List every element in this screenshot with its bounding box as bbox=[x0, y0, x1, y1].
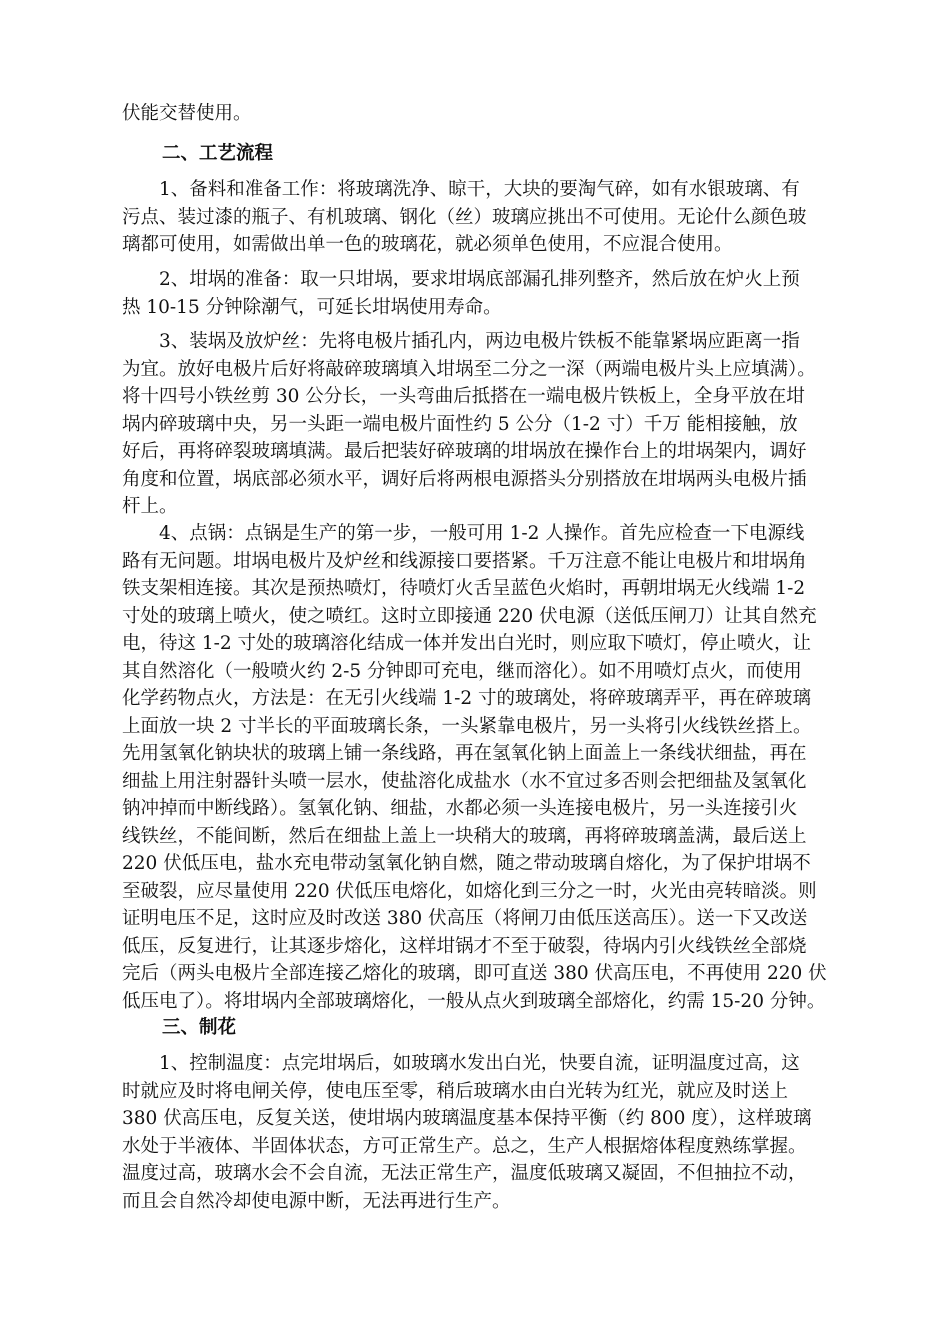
intro-tail-paragraph bbox=[122, 100, 892, 128]
paragraph-loading bbox=[122, 328, 892, 521]
text-line: 水处于半液体、半固体状态，方可正常生产。总之，生产人根据熔体程度熟练掌握。 bbox=[122, 1135, 807, 1157]
text-line: 温度过高，玻璃水会不会自流，无法正常生产，温度低玻璃又凝固，不但抽拉不动， bbox=[122, 1163, 807, 1184]
text-line: 时就应及时将电闸关停，使电压至零，稍后玻璃水由白光转为红光，就应及时送上 bbox=[122, 1080, 789, 1102]
text-line: 角度和位置，埚底部必须水平，调好后将两根电源搭头分别搭放在坩埚两头电极片插 bbox=[122, 468, 807, 490]
text-line: 证明电压不足，这时应及时改送 380 伏高压（将闸刀由低压送高压）。送一下又改送 bbox=[122, 908, 808, 929]
text-line: 3、装埚及放炉丝：先将电极片插孔内，两边电极片铁板不能靠紧埚应距离一指 bbox=[122, 331, 800, 352]
text-line: 至破裂，应尽量使用 220 伏低压电熔化，如熔化到三分之一时，火光由亮转暗淡。则 bbox=[122, 880, 817, 902]
text-line: 380 伏高压电，反复关送，使坩埚内玻璃温度基本保持平衡（约 800 度），这样玻璃 bbox=[122, 1108, 812, 1129]
text-line: 路有无问题。坩埚电极片及炉丝和线源接口要搭紧。千万注意不能让电极片和坩埚角 bbox=[122, 550, 807, 572]
paragraph-materials bbox=[122, 176, 892, 259]
text-line: 线铁丝，不能间断，然后在细盐上盖上一块稍大的玻璃，再将碎玻璃盖满，最后送上 bbox=[122, 825, 807, 847]
text-line: 而且会自然冷却使电源中断，无法再进行生产。 bbox=[122, 1190, 511, 1212]
text-line: 化学药物点火，方法是：在无引火线端 1-2 寸的玻璃处，将碎玻璃弄平，再在碎玻璃 bbox=[122, 688, 812, 709]
text-line: 埚内碎玻璃中央，另一头距一端电极片面性约 5 公分（1-2 寸）千万 能相接触，放 bbox=[122, 413, 798, 435]
text-line: 钠冲掉而中断线路）。氢氧化钠、细盐，水都必须一头连接电极片，另一头连接引火 bbox=[122, 798, 798, 819]
text-line: 璃都可使用，如需做出单一色的玻璃花，就必须单色使用，不应混合使用。 bbox=[122, 234, 733, 255]
text-line: 低压，反复进行，让其逐步熔化，这样坩锅才不至于破裂，待埚内引火线铁丝全部烧 bbox=[122, 935, 807, 957]
text-line: 220 伏低压电，盐水充电带动氢氧化钠自燃，随之带动玻璃自熔化，为了保护坩埚不 bbox=[122, 853, 811, 874]
text-line: 2、坩埚的准备：取一只坩埚，要求坩埚底部漏孔排列整齐，然后放在炉火上预 bbox=[122, 269, 800, 290]
text-line: 热 10-15 分钟除潮气，可延长坩埚使用寿命。 bbox=[122, 296, 502, 318]
text-line: 将十四号小铁丝剪 30 公分长，一头弯曲后抵搭在一端电极片铁板上，全身平放在坩 bbox=[122, 386, 805, 407]
text-line: 4、点锅：点锅是生产的第一步，一般可用 1-2 人操作。首先应检查一下电源线 bbox=[122, 523, 805, 544]
text-line: 铁支架相连接。其次是预热喷灯，待喷灯火舌呈蓝色火焰时，再朝坩埚无火线端 1-2 bbox=[122, 578, 806, 599]
text-line: 电，待这 1-2 寸处的玻璃溶化结成一体并发出白光时，则应取下喷灯，停止喷火，让 bbox=[122, 633, 812, 654]
text-line: 1、控制温度：点完坩埚后，如玻璃水发出白光，快要自流，证明温度过高，这 bbox=[122, 1053, 800, 1074]
text-line: 低压电了）。将坩埚内全部玻璃熔化，一般从点火到玻璃全部熔化，约需 15-20 分钟。 bbox=[122, 990, 826, 1012]
section-heading-process: 二、工艺流程 bbox=[162, 143, 274, 164]
text-line: 好后，再将碎裂玻璃填满。最后把装好碎玻璃的坩埚放在操作台上的坩埚架内，调好 bbox=[122, 441, 807, 462]
text-line: 完后（两头电极片全部连接乙熔化的玻璃，即可直送 380 伏高压电，不再使用 220 伏 bbox=[122, 963, 827, 984]
text-line: 寸处的玻璃上喷火，使之喷红。这时立即接通 220 伏电源（送低压闸刀）让其自然充 bbox=[122, 605, 817, 627]
text-line: 1、备料和准备工作：将玻璃洗净、晾干，大块的要淘气碎，如有水银玻璃、有 bbox=[122, 179, 800, 200]
paragraph-crucible-prep bbox=[122, 266, 892, 321]
text-line: 上面放一块 2 寸半长的平面玻璃长条，一头紧靠电极片，另一头将引火线铁丝搭上。 bbox=[122, 715, 812, 737]
text-line: 细盐上用注射器针头喷一层水，使盐溶化成盐水（水不宜过多否则会把细盐及氢氧化 bbox=[122, 770, 807, 792]
text-line: 为宜。放好电极片后好将敲碎玻璃填入坩埚至二分之一深（两端电极片头上应填满）。 bbox=[122, 358, 816, 380]
text-line: 其自然溶化（一般喷火约 2-5 分钟即可充电，继而溶化）。如不用喷灯点火，而使用 bbox=[122, 660, 802, 682]
text-line: 污点、装过漆的瓶子、有机玻璃、钢化（丝）玻璃应挑出不可使用。无论什么颜色玻 bbox=[122, 206, 807, 228]
paragraph-ignition bbox=[122, 520, 892, 1015]
section-heading-flower-making: 三、制花 bbox=[162, 1017, 237, 1038]
text-line: 先用氢氧化钠块状的玻璃上铺一条线路，再在氢氧化钠上面盖上一条线状细盐，再在 bbox=[122, 743, 807, 764]
paragraph-temperature bbox=[122, 1050, 892, 1215]
text-line: 伏能交替使用。 bbox=[122, 103, 252, 124]
text-line: 杆上。 bbox=[122, 496, 178, 517]
